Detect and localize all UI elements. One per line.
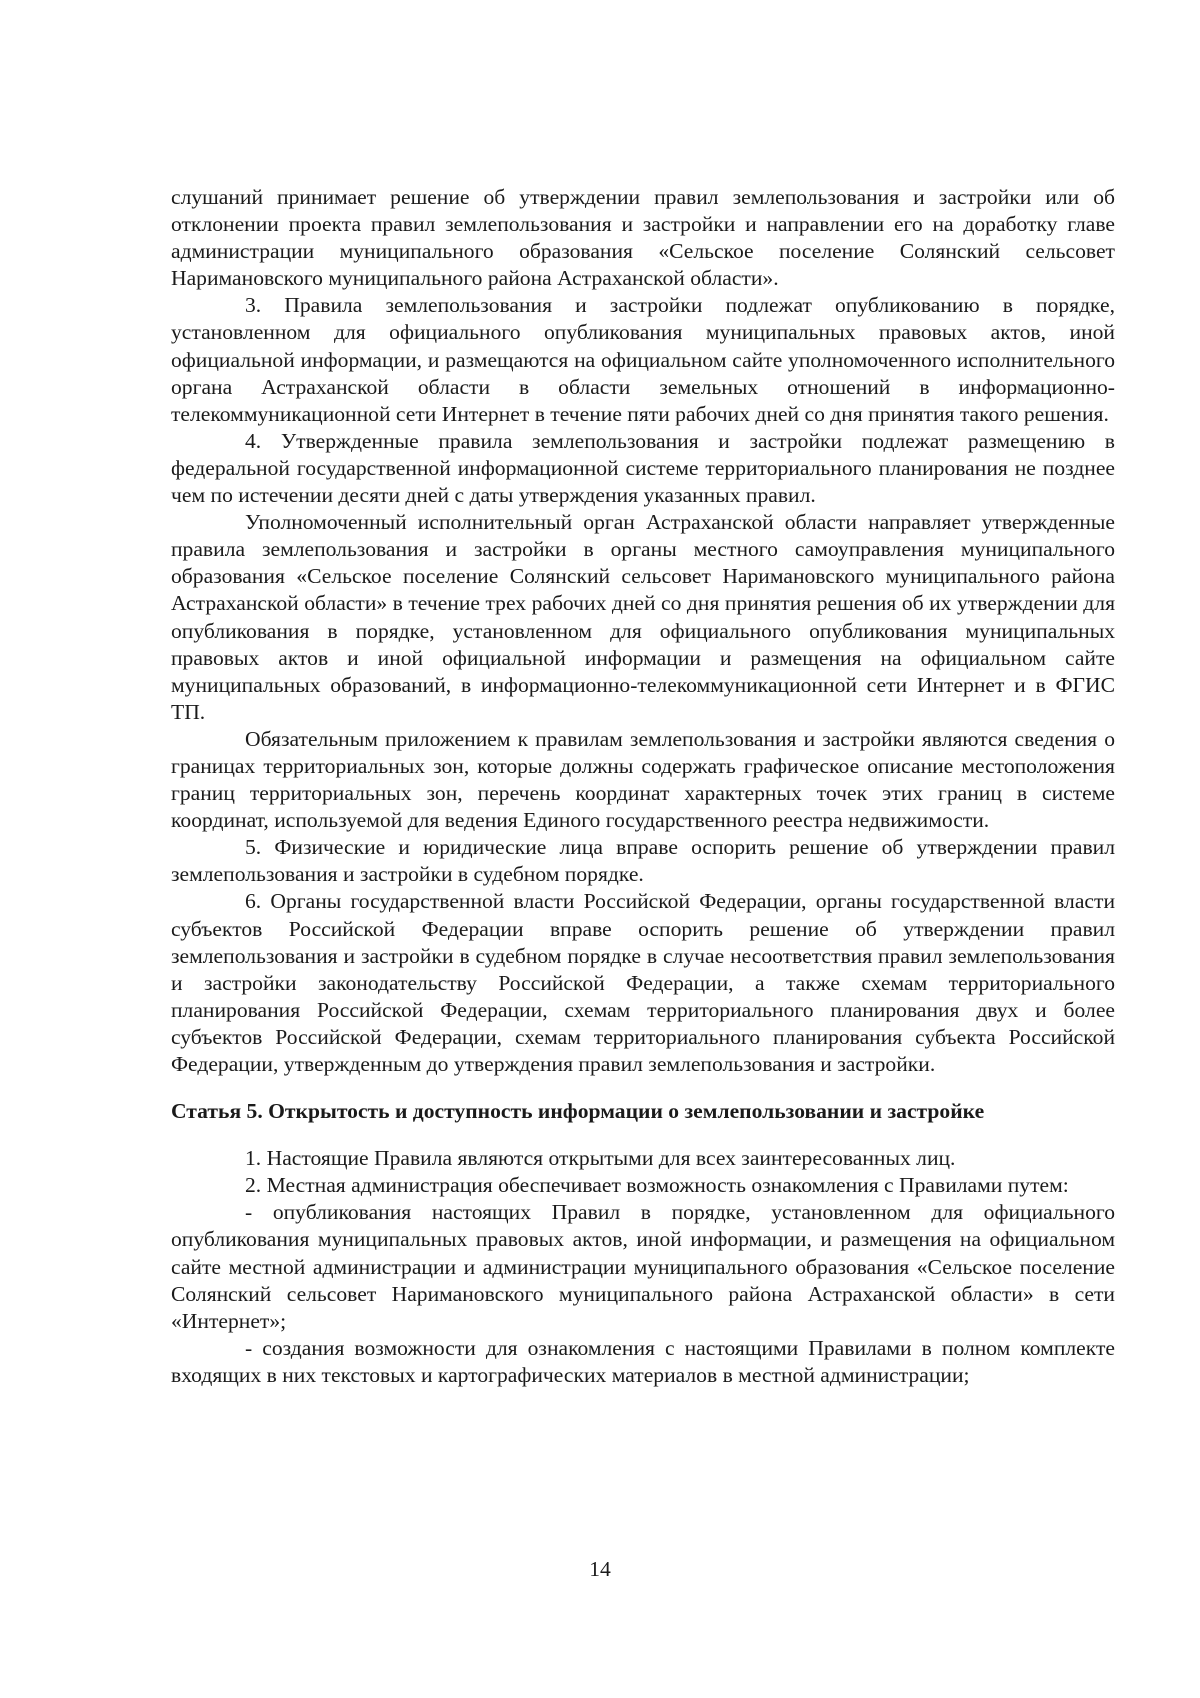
paragraph-item-5-challenge: 5. Физические и юридические лица вправе оспорить решение об утверждении правил землепользования и застройки в судебном порядке. <box>171 835 1115 887</box>
paragraph-item-6-authorities: 6. Органы государственной власти Российской Федерации, органы государственной власти субъектов Российской Федерации вправе оспорить решение об утверждении правил землепользования и застройки в судебном порядке в случае несоответствия правил землепользования и застройки законодательству Российской Федерации, а также схемам территориального планирования Российской Федерации, схемам территориального планирования двух и более субъектов Российской Федерации, схемам территориального планирования субъекта Российской Федерации, утвержденным до утверждения правил землепользования и застройки. <box>171 889 1115 1076</box>
paragraph-access-means: 2. Местная администрация обеспечивает возможность ознакомления с Правилами путем: <box>245 1173 1069 1198</box>
list-item-publication: - опубликования настоящих Правил в порядке, установленном для официального опубликования муниципальных правовых актов, иной информации, и размещения на официальном сайте местной администрации и администрации муниципального образования «Сельское поселение Солянский сельсовет Наримановского муниципального района Астраханской области» в сети «Интернет»; <box>171 1200 1115 1333</box>
paragraph-authorized-body: Уполномоченный исполнительный орган Астраханской области направляет утвержденные правила землепользования и застройки в органы местного самоуправления муниципального образования «Сельское поселение Солянский сельсовет Наримановского муниципального района Астраханской области» в течение трех рабочих дней со дня принятия решения об их утверждении для опубликования в порядке, установленном для официального опубликования муниципальных правовых актов и иной официальной информации и размещения на официальном сайте муниципальных образований, в информационно-телекоммуникационной сети Интернет и в ФГИС ТП. <box>171 510 1115 724</box>
paragraph-item-4-fgis-placement: 4. Утвержденные правила землепользования и застройки подлежат размещению в федеральной государственной информационной системе территориального планирования не позднее чем по истечении десяти дней с даты утверждения указанных правил. <box>171 428 1115 508</box>
document-page <box>171 184 1115 1389</box>
paragraph-item-3-publication: 3. Правила землепользования и застройки подлежат опубликованию в порядке, установленном для официального опубликования муниципальных правовых актов, иной официальной информации, и размещаются на официальном сайте уполномоченного исполнительного органа Астраханской области в области земельных отношений в информационно-телекоммуникационной сети Интернет в течение пяти рабочих дней со дня принятия такого решения. <box>171 293 1115 426</box>
list-item-familiarization: - создания возможности для ознакомления с настоящими Правилами в полном комплекте входящих в них текстовых и картографических материалов в местной администрации; <box>171 1335 1115 1387</box>
article-heading: Статья 5. Открытость и доступность информации о землепользовании и застройке <box>171 1099 985 1124</box>
page-number: 14 <box>589 1557 611 1581</box>
paragraph-decision-outcome: слушаний принимает решение об утверждении правил землепользования и застройки или об отклонении проекта правил землепользования и застройки и направлении его на доработку главе администрации муниципального образования «Сельское поселение Солянский сельсовет Наримановского муниципального района Астраханской области». <box>171 185 1115 291</box>
paragraph-rules-open: 1. Настоящие Правила являются открытыми для всех заинтересованных лиц. <box>245 1146 956 1171</box>
paragraph-mandatory-annex: Обязательным приложением к правилам землепользования и застройки являются сведения о границах территориальных зон, которые должны содержать графическое описание местоположения границ территориальных зон, перечень координат характерных точек этих границ в системе координат, используемой для ведения Единого государственного реестра недвижимости. <box>171 726 1115 833</box>
